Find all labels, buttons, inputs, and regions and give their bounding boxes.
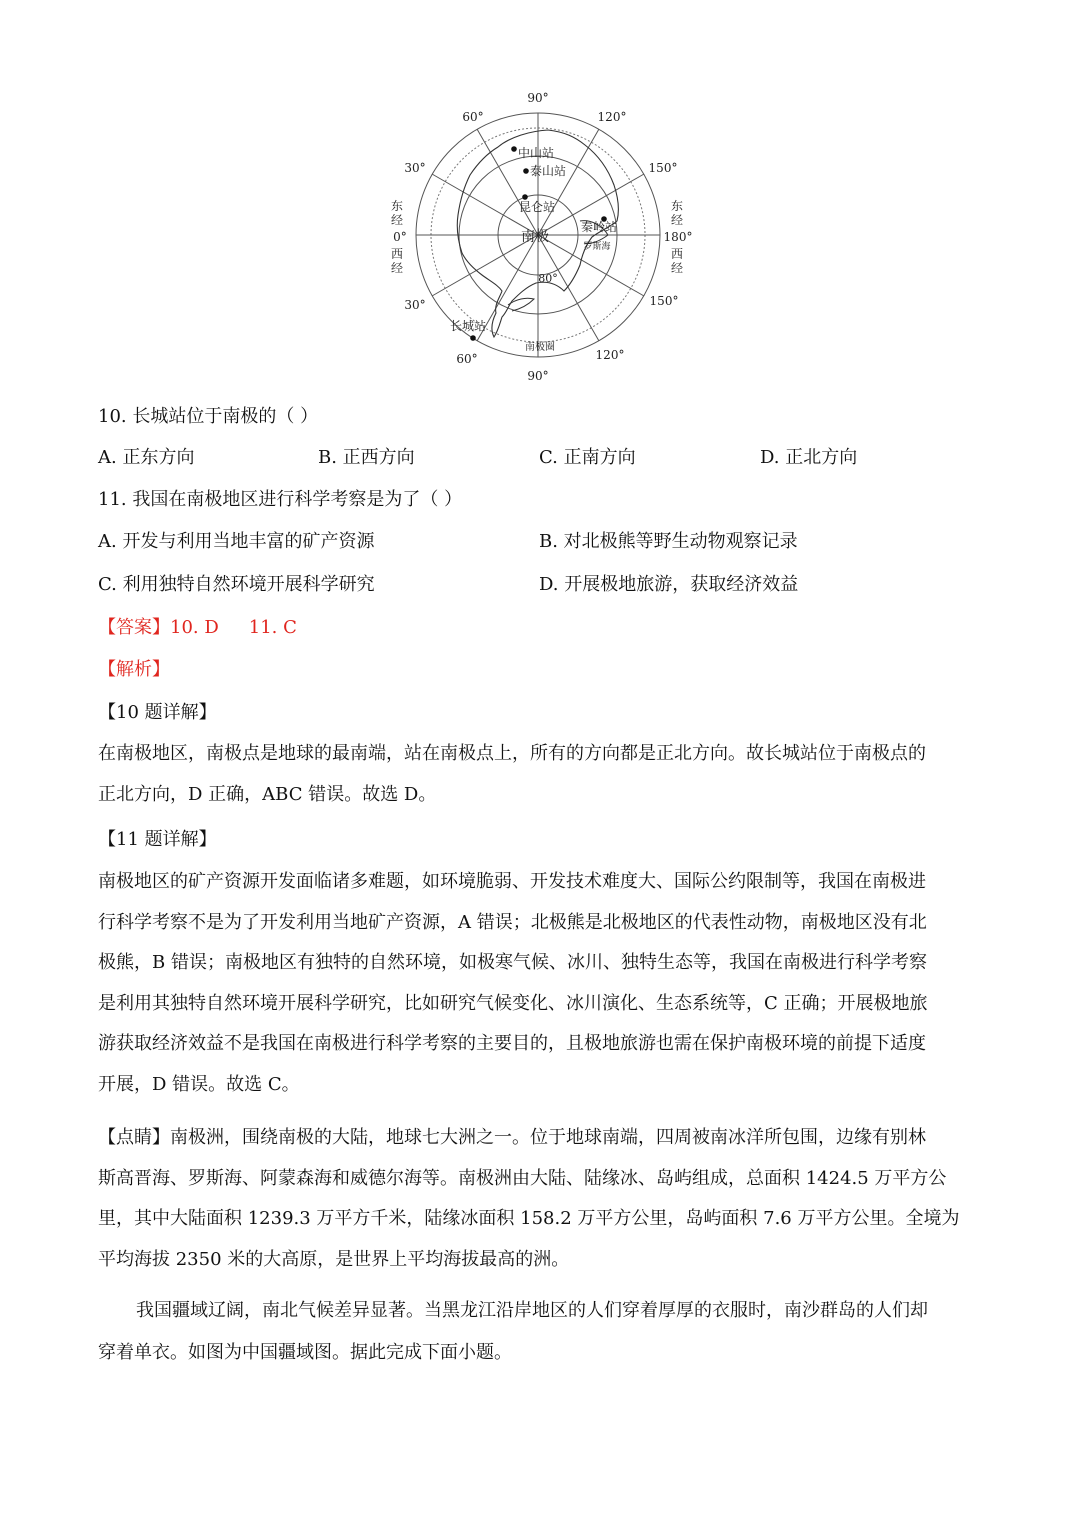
detail-11-body xyxy=(98,862,978,1106)
label-ross-sea: 罗斯海 xyxy=(583,242,611,252)
label-0: 0° xyxy=(393,230,407,244)
q10-option-a: A. 正东方向 xyxy=(98,447,195,468)
analysis-label: 【解析】 xyxy=(98,659,170,680)
zhongshan-station-label: 中山站 xyxy=(518,146,555,160)
label-60-bottom: 60° xyxy=(456,352,478,366)
tip-line: 里，其中大陆面积 1239.3 万平方千米，陆缘冰面积 158.2 万平方公里，岛屿面积 7.6 万平方公里。全境为 xyxy=(98,1208,960,1230)
kunlun-station-label: 昆仑站 xyxy=(519,200,556,214)
qinling-station-label: 秦岭站 xyxy=(581,220,618,234)
tip-line: 【点睛】南极洲，围绕南极的大陆，地球七大洲之一。位于地球南端，四周被南冰洋所包围，边缘有别林 xyxy=(98,1127,926,1148)
q10-stem: 10. 长城站位于南极的（ ） xyxy=(98,406,319,427)
label-east-left-1: 东 xyxy=(390,199,404,213)
q10-option-b: B. 正西方向 xyxy=(318,447,415,468)
antarctica-polar-map xyxy=(370,85,710,385)
answer-line xyxy=(98,616,297,640)
detail-11-line: 游获取经济效益不是我国在南极进行科学考察的主要目的，且极地旅游也需在保护南极环境的前提下适度 xyxy=(98,1033,926,1055)
intro-line: 穿着单衣。如图为中国疆域图。据此完成下面小题。 xyxy=(98,1342,512,1363)
label-west-left-1: 西 xyxy=(390,247,404,261)
detail-11-line: 行科学考察不是为了开发利用当地矿产资源，A 错误；北极熊是北极地区的代表性动物，南极地区没有北 xyxy=(98,911,927,933)
answer-10: 10. D xyxy=(170,617,219,638)
label-180: 180° xyxy=(663,230,693,244)
detail-11-line: 是利用其独特自然环境开展科学研究，比如研究气候变化、冰川演化、生态系统等，C 正确；开展极地旅 xyxy=(98,992,928,1014)
label-east-right-1: 东 xyxy=(670,199,684,213)
q11-option-d: D. 开展极地旅游，获取经济效益 xyxy=(539,574,799,595)
polar-map-svg xyxy=(370,85,710,385)
label-east-right-2: 经 xyxy=(670,213,684,227)
detail-10-body xyxy=(98,734,978,815)
changcheng-station-dot xyxy=(470,335,476,341)
detail-11-line: 南极地区的矿产资源开发面临诸多难题，如环境脆弱、开发技术难度大、国际公约限制等，我国在南极进 xyxy=(98,871,926,892)
detail-11-title: 【11 题详解】 xyxy=(98,829,217,850)
detail-11-line: 开展，D 错误。故选 C。 xyxy=(98,1073,300,1095)
tip-line: 斯高晋海、罗斯海、阿蒙森海和威德尔海等。南极洲由大陆、陆缘冰、岛屿组成，总面积 1424.5 万平方公 xyxy=(98,1167,947,1189)
label-80: 80° xyxy=(538,272,558,285)
label-120-top: 120° xyxy=(597,110,627,124)
detail-10-title: 【10 题详解】 xyxy=(98,702,217,723)
detail-10-line: 在南极地区，南极点是地球的最南端，站在南极点上，所有的方向都是正北方向。故长城站位于南极点的 xyxy=(98,743,926,764)
label-150-bottom: 150° xyxy=(649,294,679,308)
zhongshan-station-dot xyxy=(511,146,517,152)
label-120-bottom: 120° xyxy=(595,348,625,362)
q10-option-d: D. 正北方向 xyxy=(760,447,858,468)
label-150-top: 150° xyxy=(648,161,678,175)
q11-stem: 11. 我国在南极地区进行科学考察是为了（ ） xyxy=(98,489,463,510)
tip-line: 平均海拔 2350 米的大高原，是世界上平均海拔最高的洲。 xyxy=(98,1248,570,1270)
q11-option-a: A. 开发与利用当地丰富的矿产资源 xyxy=(98,531,375,552)
label-south-pole: 南极 xyxy=(521,229,549,245)
detail-11-line: 极熊，B 错误；南极地区有独特的自然环境，如极寒气候、冰川、独特生态等，我国在南极进行科学考察 xyxy=(98,952,927,974)
changcheng-station-label: 长城站 xyxy=(450,319,487,333)
kunlun-station-dot xyxy=(522,194,528,200)
answer-11: 11. C xyxy=(248,617,297,638)
q11-option-b: B. 对北极熊等野生动物观察记录 xyxy=(539,531,798,552)
taishan-station-label: 泰山站 xyxy=(530,164,567,178)
label-antarctic-circle: 南极圈 xyxy=(525,342,555,353)
label-30-top: 30° xyxy=(404,161,426,175)
taishan-station-dot xyxy=(523,168,529,174)
q10-option-c: C. 正南方向 xyxy=(539,447,636,468)
detail-10-line: 正北方向，D 正确，ABC 错误。故选 D。 xyxy=(98,783,437,805)
label-30-bottom: 30° xyxy=(404,298,426,312)
label-90-bottom: 90° xyxy=(527,369,549,383)
label-90-top: 90° xyxy=(527,91,549,105)
label-west-right-1: 西 xyxy=(670,247,684,261)
q11-option-c: C. 利用独特自然环境开展科学研究 xyxy=(98,574,375,595)
answer-label: 【答案】 xyxy=(98,617,170,638)
label-west-right-2: 经 xyxy=(670,261,684,275)
intro-line: 我国疆域辽阔，南北气候差异显著。当黑龙江沿岸地区的人们穿着厚厚的衣服时，南沙群岛的人们却 xyxy=(136,1300,928,1321)
label-60-top: 60° xyxy=(462,110,484,124)
label-west-left-2: 经 xyxy=(390,261,404,275)
intro-body xyxy=(98,1290,978,1374)
tip-body xyxy=(98,1118,978,1280)
label-east-left-2: 经 xyxy=(390,213,404,227)
